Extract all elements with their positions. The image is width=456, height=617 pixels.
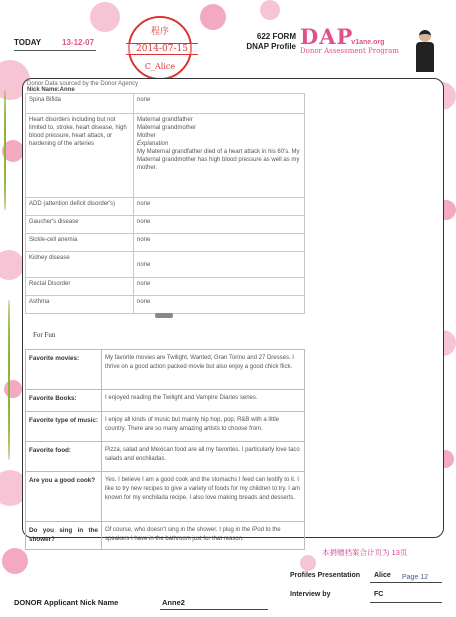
answer-cell: none — [134, 198, 305, 216]
condition-cell: Heart disorders including but not limited to, stroke, heart disease, high blood pressure, heart attack, or hardening of the arteries — [26, 114, 134, 198]
person-head — [419, 30, 431, 42]
question-cell: Favorite movies: — [26, 350, 102, 390]
answer-cell: none — [134, 216, 305, 234]
question-cell: Favorite Books: — [26, 390, 102, 412]
stamp-name: C_Alice — [144, 62, 176, 71]
question-cell: Favorite food: — [26, 442, 102, 472]
nick-name-line: Nick Name:Anne — [27, 87, 75, 93]
fun-table — [25, 349, 305, 550]
woman-photo — [414, 30, 436, 72]
today-date: 13-12-07 — [62, 38, 95, 47]
table-row — [26, 216, 305, 234]
today-underline — [14, 50, 96, 51]
condition-cell: Asthma — [26, 296, 134, 314]
medical-history-table — [25, 93, 305, 314]
condition-cell: Spina Bifida — [26, 94, 134, 114]
explanation-text: My Maternal grandfather died of a heart attack in his 60's. My Maternal grandmother has high blood pressure as well as my mother. — [137, 149, 300, 171]
stamp-date: 2014-07-15 — [126, 43, 198, 55]
question-cell: Do you sing in the shower? — [26, 522, 102, 550]
answer-cell: Pizza, salad and Mexican food are all my favorites. I particularly love taco salads and enchiladas. — [102, 442, 305, 472]
form-title — [236, 32, 296, 52]
table-row — [26, 390, 305, 412]
answer-cell: My favorite movies are Twilight, Wanted, Gran Torino and 27 Dresses. I thrive on a good action packed movie but also enjoy a good chick flick. — [102, 350, 305, 390]
table-row — [26, 278, 305, 296]
interview-value: FC — [374, 591, 384, 598]
condition-cell: Rectal Disorder — [26, 278, 134, 296]
stamp-top-text: 程序 — [150, 27, 169, 37]
table-row — [26, 472, 305, 522]
form-number: 622 FORM — [256, 32, 296, 41]
logo-domain: v1ane.org — [351, 39, 385, 46]
condition-cell: Kidney disease — [26, 252, 134, 278]
table-row — [26, 234, 305, 252]
profile-card — [22, 78, 444, 543]
table-row — [26, 114, 305, 198]
page-scroll-handle[interactable] — [155, 313, 173, 318]
answer-cell: Of course, who doesn't sing in the shower. I plug in the iPod to the speakers I have in the bathroom just for that reason. — [102, 522, 305, 550]
question-cell: Are you a good cook? — [26, 472, 102, 522]
logo-main-text: DAP — [300, 24, 354, 49]
answer-cell: I enjoy all kinds of music but mainly hip hop, pop, R&B with a little country. There are so many amazing artists to choose from. — [102, 412, 305, 442]
answer-cell: none — [134, 296, 305, 314]
table-row — [26, 296, 305, 314]
table-row — [26, 94, 305, 114]
person-body — [416, 42, 434, 72]
table-row — [26, 412, 305, 442]
table-row — [26, 198, 305, 216]
question-cell: Favorite type of music: — [26, 412, 102, 442]
interview-underline — [370, 602, 442, 603]
answer-cell: none — [134, 278, 305, 296]
applicant-label: DONOR Applicant Nick Name — [14, 598, 119, 607]
condition-cell: Gaucher's disease — [26, 216, 134, 234]
presentation-underline — [370, 582, 442, 583]
interview-label: Interview by — [290, 591, 331, 598]
answer-cell: Yes. I believe I am a good cook and the stomachs I feed can testify to it. I like to try new recipes to give a variety of foods for my children to try. I am known for my enchilada recipe. I also love making breads and desserts. — [102, 472, 305, 522]
answer-cell: none — [134, 94, 305, 114]
logo-tagline: Donor Assessment Program — [300, 47, 399, 55]
form-name: DNAP Profile — [246, 42, 296, 51]
total-pages-note: 本捐赠档案合计页为 13页 — [322, 548, 408, 557]
explanation-label: Explanation — [137, 141, 169, 147]
table-row — [26, 522, 305, 550]
answer-cell — [134, 114, 305, 198]
fun-section-title: For Fun — [33, 331, 56, 339]
page-number: Page 12 — [402, 574, 429, 581]
answer-cell: none — [134, 252, 305, 278]
applicant-value: Anne2 — [162, 598, 185, 607]
condition-cell: Sickle-cell anemia — [26, 234, 134, 252]
today-label: TODAY — [14, 38, 42, 47]
presentation-value: Alice — [374, 572, 391, 579]
answer-cell: none — [134, 234, 305, 252]
answer-cell: I enjoyed reading the Twilight and Vampire Diaries series. — [102, 390, 305, 412]
medical-section-header — [23, 79, 443, 93]
page-header — [0, 0, 453, 78]
source-note: Donor Data sourced by the Donor Agency — [27, 81, 139, 87]
dap-logo — [300, 24, 410, 55]
table-row — [26, 252, 305, 278]
presentation-label: Profiles Presentation — [290, 572, 361, 579]
condition-cell: ADD (attention deficit disorder's) — [26, 198, 134, 216]
approval-stamp — [128, 16, 192, 80]
answer-relatives: Maternal grandfather Maternal grandmother Mother — [137, 117, 197, 139]
table-row — [26, 442, 305, 472]
table-row — [26, 350, 305, 390]
applicant-underline — [160, 609, 268, 610]
